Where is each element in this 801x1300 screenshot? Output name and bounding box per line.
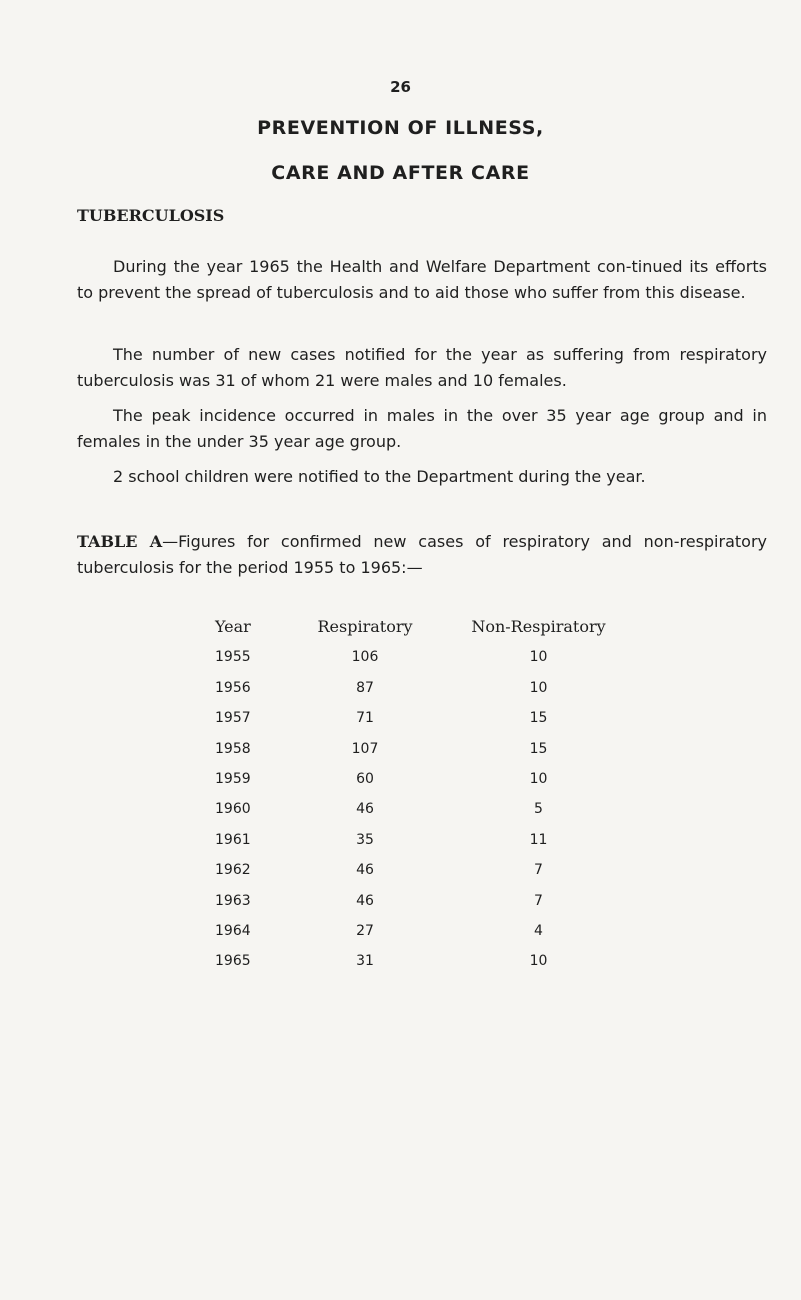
year-cell: 1955 xyxy=(215,649,251,666)
header-respiratory-cell: Respiratory xyxy=(317,617,413,636)
table-row xyxy=(0,771,801,795)
table-row xyxy=(0,801,801,825)
table-row xyxy=(0,649,801,673)
year-cell: 1965 xyxy=(215,953,251,970)
table-row xyxy=(0,923,801,947)
year-cell: 1962 xyxy=(215,862,251,879)
respiratory-cell: 27 xyxy=(356,923,374,939)
paragraph-1-text: During the year 1965 the Health and Welfare Department con-tinued its efforts to prevent the spread of tuberculosis and to aid those who suffer from this disease. xyxy=(77,257,767,302)
non-respiratory-cell: 10 xyxy=(529,649,548,666)
year-cell: 1958 xyxy=(215,740,251,757)
respiratory-cell: 107 xyxy=(351,740,379,757)
paragraph-1 xyxy=(77,254,767,306)
paragraph-4-text: 2 school children were notified to the Department during the year. xyxy=(113,467,646,486)
table-caption-label: TABLE A xyxy=(77,532,163,551)
paragraph-2 xyxy=(77,342,767,394)
respiratory-cell: 46 xyxy=(356,801,374,818)
non-respiratory-cell: 7 xyxy=(534,892,543,909)
page-heading-line-2: CARE AND AFTER CARE xyxy=(271,162,530,184)
table-row xyxy=(0,862,801,886)
respiratory-cell: 106 xyxy=(351,649,379,666)
page-heading-line-1: PREVENTION OF ILLNESS, xyxy=(257,117,544,139)
respiratory-cell: 31 xyxy=(356,953,374,970)
table-row xyxy=(0,953,801,977)
year-cell: 1959 xyxy=(215,771,251,787)
table-caption-text: —Figures for confirmed new cases of respiratory and non-respiratory tuberculosis for the period 1955 to 1965:— xyxy=(77,532,767,577)
respiratory-cell: 87 xyxy=(356,679,374,696)
non-respiratory-cell: 11 xyxy=(529,831,548,848)
non-respiratory-cell: 15 xyxy=(529,710,548,727)
year-cell: 1960 xyxy=(215,801,251,818)
paragraph-3-text: The peak incidence occurred in males in the over 35 year age group and in females in the under 35 year age group. xyxy=(77,406,767,451)
section-title: TUBERCULOSIS xyxy=(77,206,225,225)
table-row xyxy=(0,710,801,734)
year-cell: 1956 xyxy=(215,679,251,696)
year-cell: 1964 xyxy=(215,923,251,939)
non-respiratory-cell: 7 xyxy=(534,862,543,879)
paragraph-4 xyxy=(77,464,767,490)
non-respiratory-cell: 10 xyxy=(529,771,548,787)
table-row xyxy=(0,680,801,704)
non-respiratory-cell: 10 xyxy=(529,679,548,696)
year-cell: 1957 xyxy=(215,710,251,727)
table-row xyxy=(0,832,801,856)
year-cell: 1963 xyxy=(215,892,251,909)
non-respiratory-cell: 4 xyxy=(534,923,543,939)
paragraph-2-text: The number of new cases notified for the year as suffering from respiratory tuberculosis was 31 of whom 21 were males and 10 females. xyxy=(77,345,767,390)
non-respiratory-cell: 10 xyxy=(529,953,548,970)
table-caption xyxy=(77,529,767,581)
year-cell: 1961 xyxy=(215,831,251,848)
header-non-respiratory-cell: Non-Respiratory xyxy=(471,617,606,636)
respiratory-cell: 46 xyxy=(356,862,374,879)
non-respiratory-cell: 15 xyxy=(529,740,548,757)
respiratory-cell: 46 xyxy=(356,892,374,909)
non-respiratory-cell: 5 xyxy=(534,801,543,818)
table-row xyxy=(0,741,801,765)
table-header-row xyxy=(0,617,801,641)
paragraph-3 xyxy=(77,403,767,455)
respiratory-cell: 60 xyxy=(356,771,374,787)
respiratory-cell: 71 xyxy=(356,710,374,727)
table-row xyxy=(0,893,801,917)
page-number: 26 xyxy=(390,78,411,96)
header-year-cell: Year xyxy=(215,617,251,636)
respiratory-cell: 35 xyxy=(356,831,374,848)
